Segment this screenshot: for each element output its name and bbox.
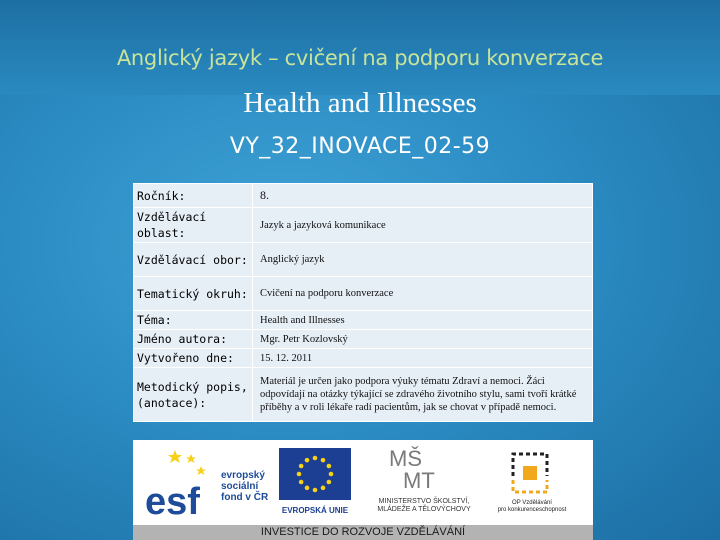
- esf-logo-icon: [145, 446, 215, 520]
- eu-star: [329, 472, 334, 477]
- table-row: [134, 330, 593, 349]
- table-row: [134, 277, 593, 311]
- eu-star: [297, 472, 302, 477]
- eu-star: [299, 464, 304, 469]
- investment-banner: INVESTICE DO ROZVOJE VZDĚLÁVÁNÍ: [133, 525, 593, 540]
- row-value: Cvičení na podporu konverzace: [253, 277, 593, 311]
- row-value: Anglický jazyk: [253, 243, 593, 277]
- row-value: Jazyk a jazyková komunikace: [253, 208, 593, 243]
- svg-text:MT: MT: [403, 468, 435, 492]
- funding-logos: [133, 440, 593, 540]
- metadata-table: [133, 183, 593, 422]
- eu-flag-icon: [279, 448, 351, 500]
- table-row: [134, 311, 593, 330]
- eu-star: [327, 464, 332, 469]
- row-value: Health and Illnesses: [253, 311, 593, 330]
- row-label: Tematický okruh:: [134, 277, 253, 311]
- eu-star: [321, 486, 326, 491]
- table-row: [134, 208, 593, 243]
- eu-star: [299, 480, 304, 485]
- row-label: Vzdělávací oblast:: [134, 208, 253, 243]
- row-value: 15. 12. 2011: [253, 349, 593, 368]
- slide-title: Health and Illnesses: [243, 87, 477, 119]
- row-label: Ročník:: [134, 184, 253, 208]
- svg-text:esf: esf: [145, 481, 200, 520]
- row-label: Vzdělávací obor:: [134, 243, 253, 277]
- eu-star: [313, 456, 318, 461]
- row-value: Mgr. Petr Kozlovský: [253, 330, 593, 349]
- eu-star: [305, 486, 310, 491]
- op-caption: OP Vzdělávání pro konkurenceschopnost: [497, 500, 567, 513]
- eu-star: [327, 480, 332, 485]
- table-row: [134, 243, 593, 277]
- table-row: [134, 368, 593, 422]
- material-code: VY_32_INOVACE_02-59: [229, 134, 491, 159]
- msmt-logo-icon: [385, 442, 455, 492]
- row-label: Metodický popis, (anotace):: [134, 368, 253, 422]
- esf-caption: evropský sociální fond v ČR: [221, 470, 269, 503]
- row-value: 8.: [253, 184, 593, 208]
- row-label: Téma:: [134, 311, 253, 330]
- eu-star: [321, 458, 326, 463]
- msmt-caption: MINISTERSTVO ŠKOLSTVÍ, MLÁDEŽE A TĚLOVÝCHOVY: [377, 498, 471, 513]
- table-row: [134, 349, 593, 368]
- row-label: Vytvořeno dne:: [134, 349, 253, 368]
- op-logo-icon: [505, 446, 555, 498]
- eu-label: EVROPSKÁ UNIE: [281, 506, 349, 515]
- svg-text:MŠ: MŠ: [389, 446, 422, 471]
- subject-heading: Anglický jazyk – cvičení na podporu konverzace: [116, 46, 604, 70]
- eu-star: [305, 458, 310, 463]
- eu-star: [313, 488, 318, 493]
- row-value: Materiál je určen jako podpora výuky tématu Zdraví a nemoci. Žáci odpovídají na otázky týkající se zdravého životního stylu, sami tvoří krátké příběhy a v roli lékaře radí pacientům, jak se chovat v případě nemoci.: [253, 368, 593, 422]
- row-label: Jméno autora:: [134, 330, 253, 349]
- table-row: [134, 184, 593, 208]
